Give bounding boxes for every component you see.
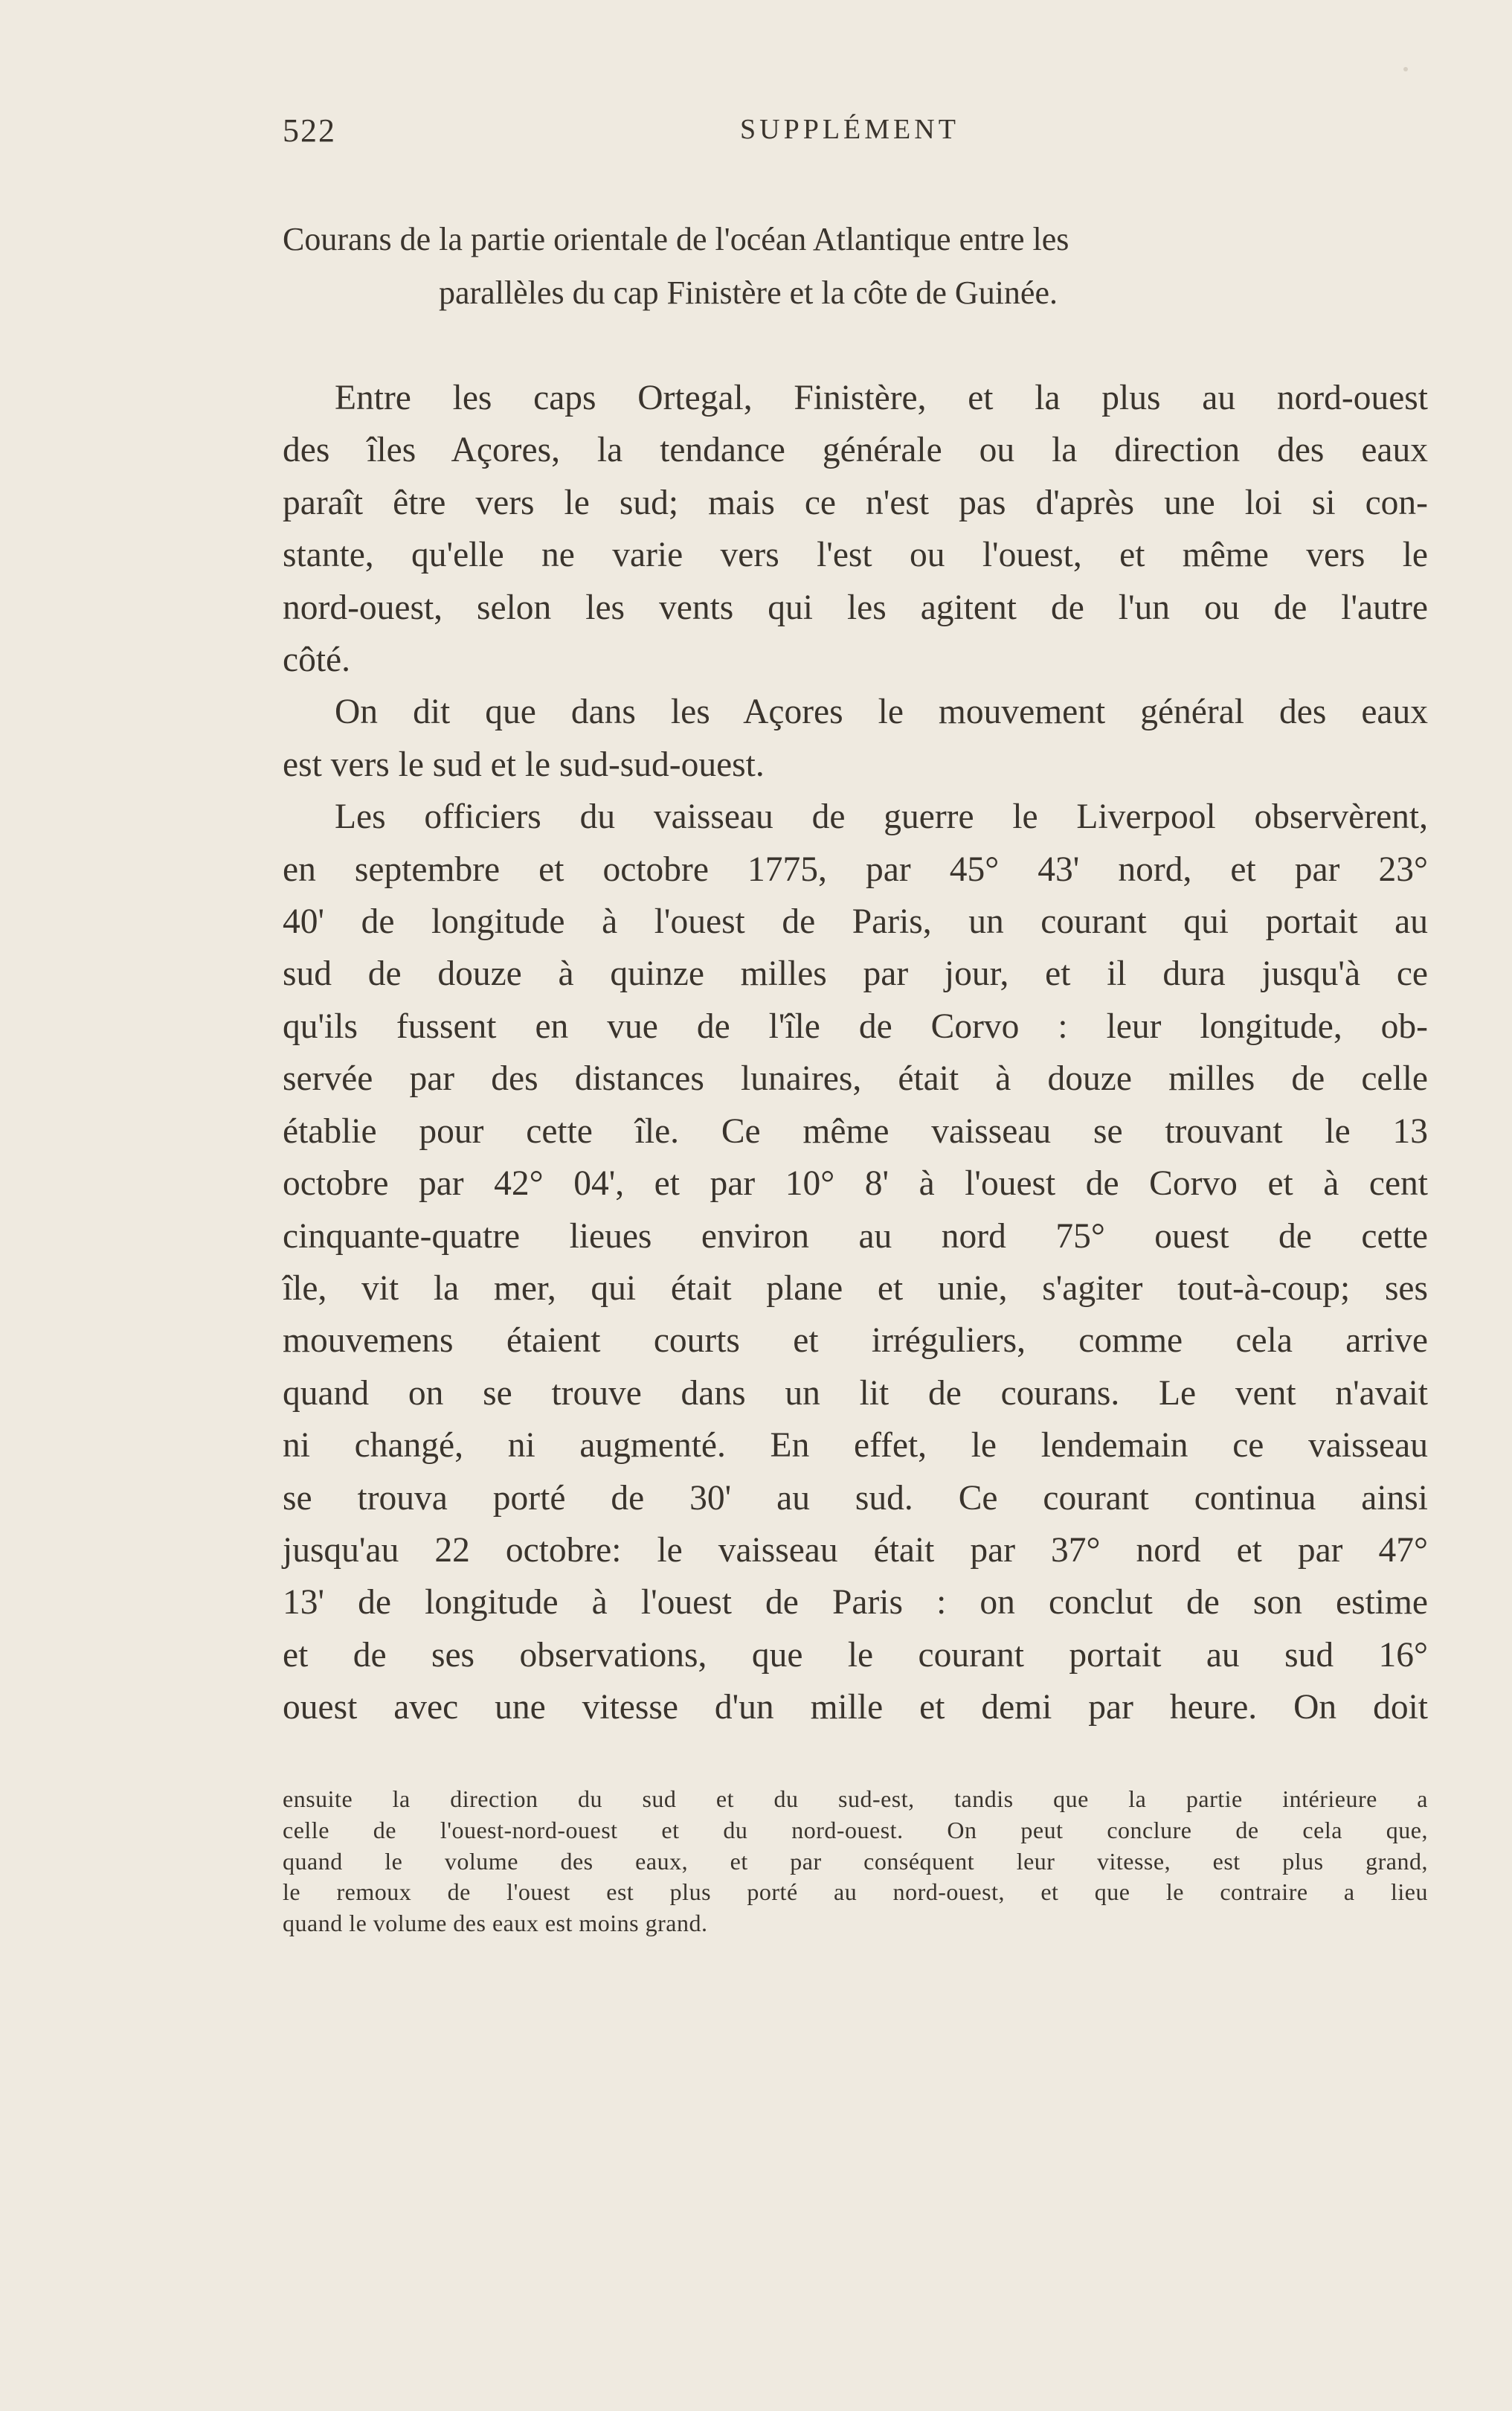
text-line: paraît être vers le sud; mais ce n'est pas d'après une loi si con-: [283, 483, 1428, 522]
text-line: ni changé, ni augmenté. En effet, le lendemain ce vaisseau: [283, 1426, 1428, 1465]
footnote-line: le remoux de l'ouest est plus porté au nord-ouest, et que le contraire a lieu: [283, 1878, 1428, 1906]
section-title-line: Courans de la partie orientale de l'océan Atlantique entre les: [283, 221, 1069, 257]
footnote-line: quand le volume des eaux est moins grand.: [283, 1910, 708, 1937]
text-line: servée par des distances lunaires, était à douze milles de celle: [283, 1059, 1428, 1099]
text-line: île, vit la mer, qui était plane et unie, s'agiter tout-à-coup; ses: [283, 1268, 1428, 1308]
text-line: ouest avec une vitesse d'un mille et demi par heure. On doit: [283, 1688, 1428, 1727]
text-line: stante, qu'elle ne varie vers l'est ou l'ouest, et même vers le: [283, 536, 1428, 575]
text-line: nord-ouest, selon les vents qui les agitent de l'un ou de l'autre: [283, 588, 1428, 627]
text-line: cinquante-quatre lieues environ au nord 75° ouest de cette: [283, 1216, 1428, 1256]
text-line: quand on se trouve dans un lit de courans. Le vent n'avait: [283, 1373, 1428, 1413]
page-header: [283, 112, 1428, 156]
footnote: [283, 1784, 1428, 1939]
paper-mark: [1403, 67, 1408, 71]
text-line: On dit que dans les Açores le mouvement général des eaux: [335, 693, 1428, 732]
text-line: et de ses observations, que le courant portait au sud 16°: [283, 1635, 1428, 1675]
paragraph: [283, 791, 1428, 1733]
text-line: jusqu'au 22 octobre: le vaisseau était par 37° nord et par 47°: [283, 1530, 1428, 1570]
text-line: 40' de longitude à l'ouest de Paris, un courant qui portait au: [283, 902, 1428, 942]
text-line: établie pour cette île. Ce même vaisseau se trouvant le 13: [283, 1111, 1428, 1151]
footnote-line: ensuite la direction du sud et du sud-est, tandis que la partie intérieure a: [283, 1785, 1428, 1812]
text-line: sud de douze à quinze milles par jour, et il dura jusqu'à ce: [283, 954, 1428, 994]
footnote-line: celle de l'ouest-nord-ouest et du nord-ouest. On peut conclure de cela que,: [283, 1816, 1428, 1843]
section-title: [283, 213, 1428, 320]
text-line: côté.: [283, 641, 350, 680]
running-head: SUPPLÉMENT: [740, 114, 959, 145]
paragraph: [283, 372, 1428, 686]
text-line: se trouva porté de 30' au sud. Ce courant continua ainsi: [283, 1478, 1428, 1518]
text-line: octobre par 42° 04', et par 10° 8' à l'ouest de Corvo et à cent: [283, 1164, 1428, 1204]
paragraph: [283, 686, 1428, 791]
section-title-line: parallèles du cap Finistère et la côte de Guinée.: [439, 275, 1058, 311]
text-line: mouvemens étaient courts et irréguliers, comme cela arrive: [283, 1321, 1428, 1361]
text-line: en septembre et octobre 1775, par 45° 43' nord, et par 23°: [283, 850, 1428, 889]
text-line: des îles Açores, la tendance générale ou la direction des eaux: [283, 431, 1428, 470]
text-line: qu'ils fussent en vue de l'île de Corvo : leur longitude, ob-: [283, 1007, 1428, 1046]
page-number: 522: [283, 112, 336, 149]
text-line: est vers le sud et le sud-sud-ouest.: [283, 745, 765, 784]
text-line: Entre les caps Ortegal, Finistère, et la plus au nord-ouest: [335, 379, 1428, 417]
text-line: Les officiers du vaisseau de guerre le Liverpool observèrent,: [335, 797, 1428, 837]
body-text: [283, 372, 1428, 1734]
text-line: 13' de longitude à l'ouest de Paris : on conclut de son estime: [283, 1583, 1428, 1622]
footnote-line: quand le volume des eaux, et par conséquent leur vitesse, est plus grand,: [283, 1847, 1428, 1875]
